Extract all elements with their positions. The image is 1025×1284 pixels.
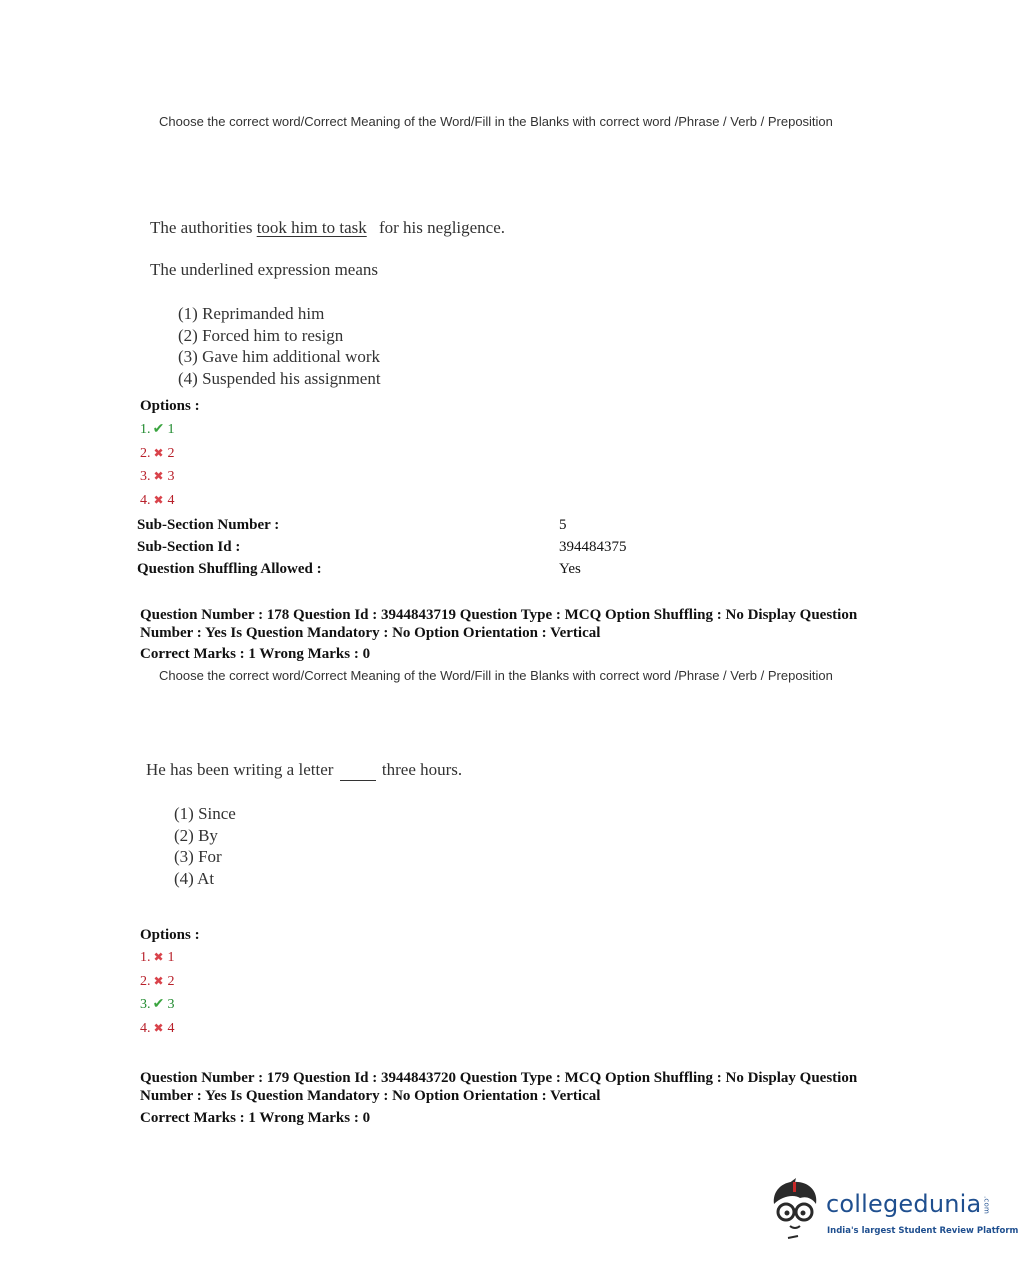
q178-choice-2: (2) By: [174, 825, 218, 845]
logo-suffix: .com: [982, 1196, 991, 1214]
subsection-number-label: Sub-Section Number :: [137, 517, 280, 533]
option-value: 4: [167, 492, 175, 508]
check-icon: ✔: [152, 422, 165, 437]
option-row: [140, 970, 175, 994]
subsection-id-label: Sub-Section Id :: [137, 539, 241, 555]
q177-choice-1: (1) Reprimanded him: [178, 304, 325, 323]
q178-options-label: Options :: [140, 927, 200, 943]
q178-sentence: [146, 760, 462, 781]
option-value: 1: [167, 950, 175, 965]
option-row: [140, 489, 175, 513]
q177-sentence-post: for his negligence.: [378, 218, 506, 237]
q177-choice-list: [178, 303, 381, 389]
option-value: 3: [167, 469, 175, 484]
option-number: 4.: [140, 492, 151, 508]
subsection-number-value: 5: [559, 517, 567, 533]
question-shuffling-label: Question Shuffling Allowed :: [137, 561, 322, 577]
q178-choice-1: (1) Since: [174, 804, 236, 823]
option-value: 2: [167, 973, 175, 989]
option-number: 3.: [140, 469, 151, 484]
option-number: 4.: [140, 1020, 151, 1036]
q179-meta: Question Number : 179 Question Id : 3944843720 Question Type : MCQ Option Shuffling : No Display Question Number : Yes Is Question Mandatory : No Option Orientation : Vertical: [140, 1070, 858, 1104]
cross-icon: ✖: [153, 1020, 164, 1035]
q177-choice-2: (2) Forced him to resign: [178, 325, 344, 345]
option-number: 2.: [140, 973, 151, 989]
option-value: 4: [167, 1020, 175, 1036]
q177-sentence: [150, 218, 505, 238]
logo-tagline: India's largest Student Review Platform: [827, 1226, 1019, 1236]
q178-sentence-pre: He has been writing a letter: [146, 760, 334, 779]
option-row: [140, 993, 175, 1017]
option-number: 1.: [140, 950, 151, 965]
option-row: [140, 946, 175, 970]
option-value: 2: [167, 445, 175, 461]
option-row: [140, 418, 175, 442]
option-row: [140, 442, 175, 466]
question-shuffling-value: Yes: [559, 561, 581, 577]
q178-sentence-post: three hours.: [381, 760, 463, 779]
q177-instruction: Choose the correct word/Correct Meaning of the Word/Fill in the Blanks with correct word /Phrase / Verb / Preposition: [159, 114, 833, 129]
check-icon: ✔: [152, 997, 165, 1012]
cross-icon: ✖: [153, 469, 164, 483]
option-value: 1: [167, 422, 175, 437]
option-number: 1.: [140, 422, 151, 437]
mascot-icon: [766, 1176, 826, 1242]
option-number: 3.: [140, 997, 151, 1012]
q178-choice-3: (3) For: [174, 847, 222, 866]
q178-marks: Correct Marks : 1 Wrong Marks : 0: [140, 646, 371, 662]
q178-choice-4: (4) At: [174, 868, 215, 888]
subsection-id-value: 394484375: [559, 539, 627, 555]
cross-icon: ✖: [153, 973, 164, 988]
option-row: [140, 1017, 175, 1041]
cross-icon: ✖: [153, 492, 164, 507]
logo-name: collegedunia: [826, 1190, 982, 1218]
logo-wordmark: [826, 1190, 990, 1218]
q177-underlined-phrase: took him to task: [256, 218, 367, 237]
q177-sentence-pre: The authorities: [150, 218, 257, 237]
cross-icon: ✖: [153, 950, 164, 964]
q177-prompt: The underlined expression means: [150, 260, 379, 279]
option-value: 3: [167, 997, 175, 1012]
q179-marks: Correct Marks : 1 Wrong Marks : 0: [140, 1110, 371, 1126]
q178-options-list: [140, 946, 175, 1040]
q177-options-label: Options :: [140, 398, 200, 414]
q177-choice-3: (3) Gave him additional work: [178, 347, 381, 366]
blank-line: [340, 760, 376, 781]
q178-choice-list: [174, 803, 236, 889]
q177-choice-4: (4) Suspended his assignment: [178, 368, 381, 388]
q178-meta: Question Number : 178 Question Id : 3944843719 Question Type : MCQ Option Shuffling : No Display Question Number : Yes Is Question Mandatory : No Option Orientation : Vertical: [140, 607, 858, 641]
option-number: 2.: [140, 445, 151, 461]
q178-instruction: Choose the correct word/Correct Meaning of the Word/Fill in the Blanks with correct word /Phrase / Verb / Preposition: [159, 668, 833, 683]
option-row: [140, 465, 175, 489]
cross-icon: ✖: [153, 445, 164, 460]
q177-options-list: [140, 418, 175, 512]
collegedunia-logo[interactable]: [766, 1176, 1019, 1246]
